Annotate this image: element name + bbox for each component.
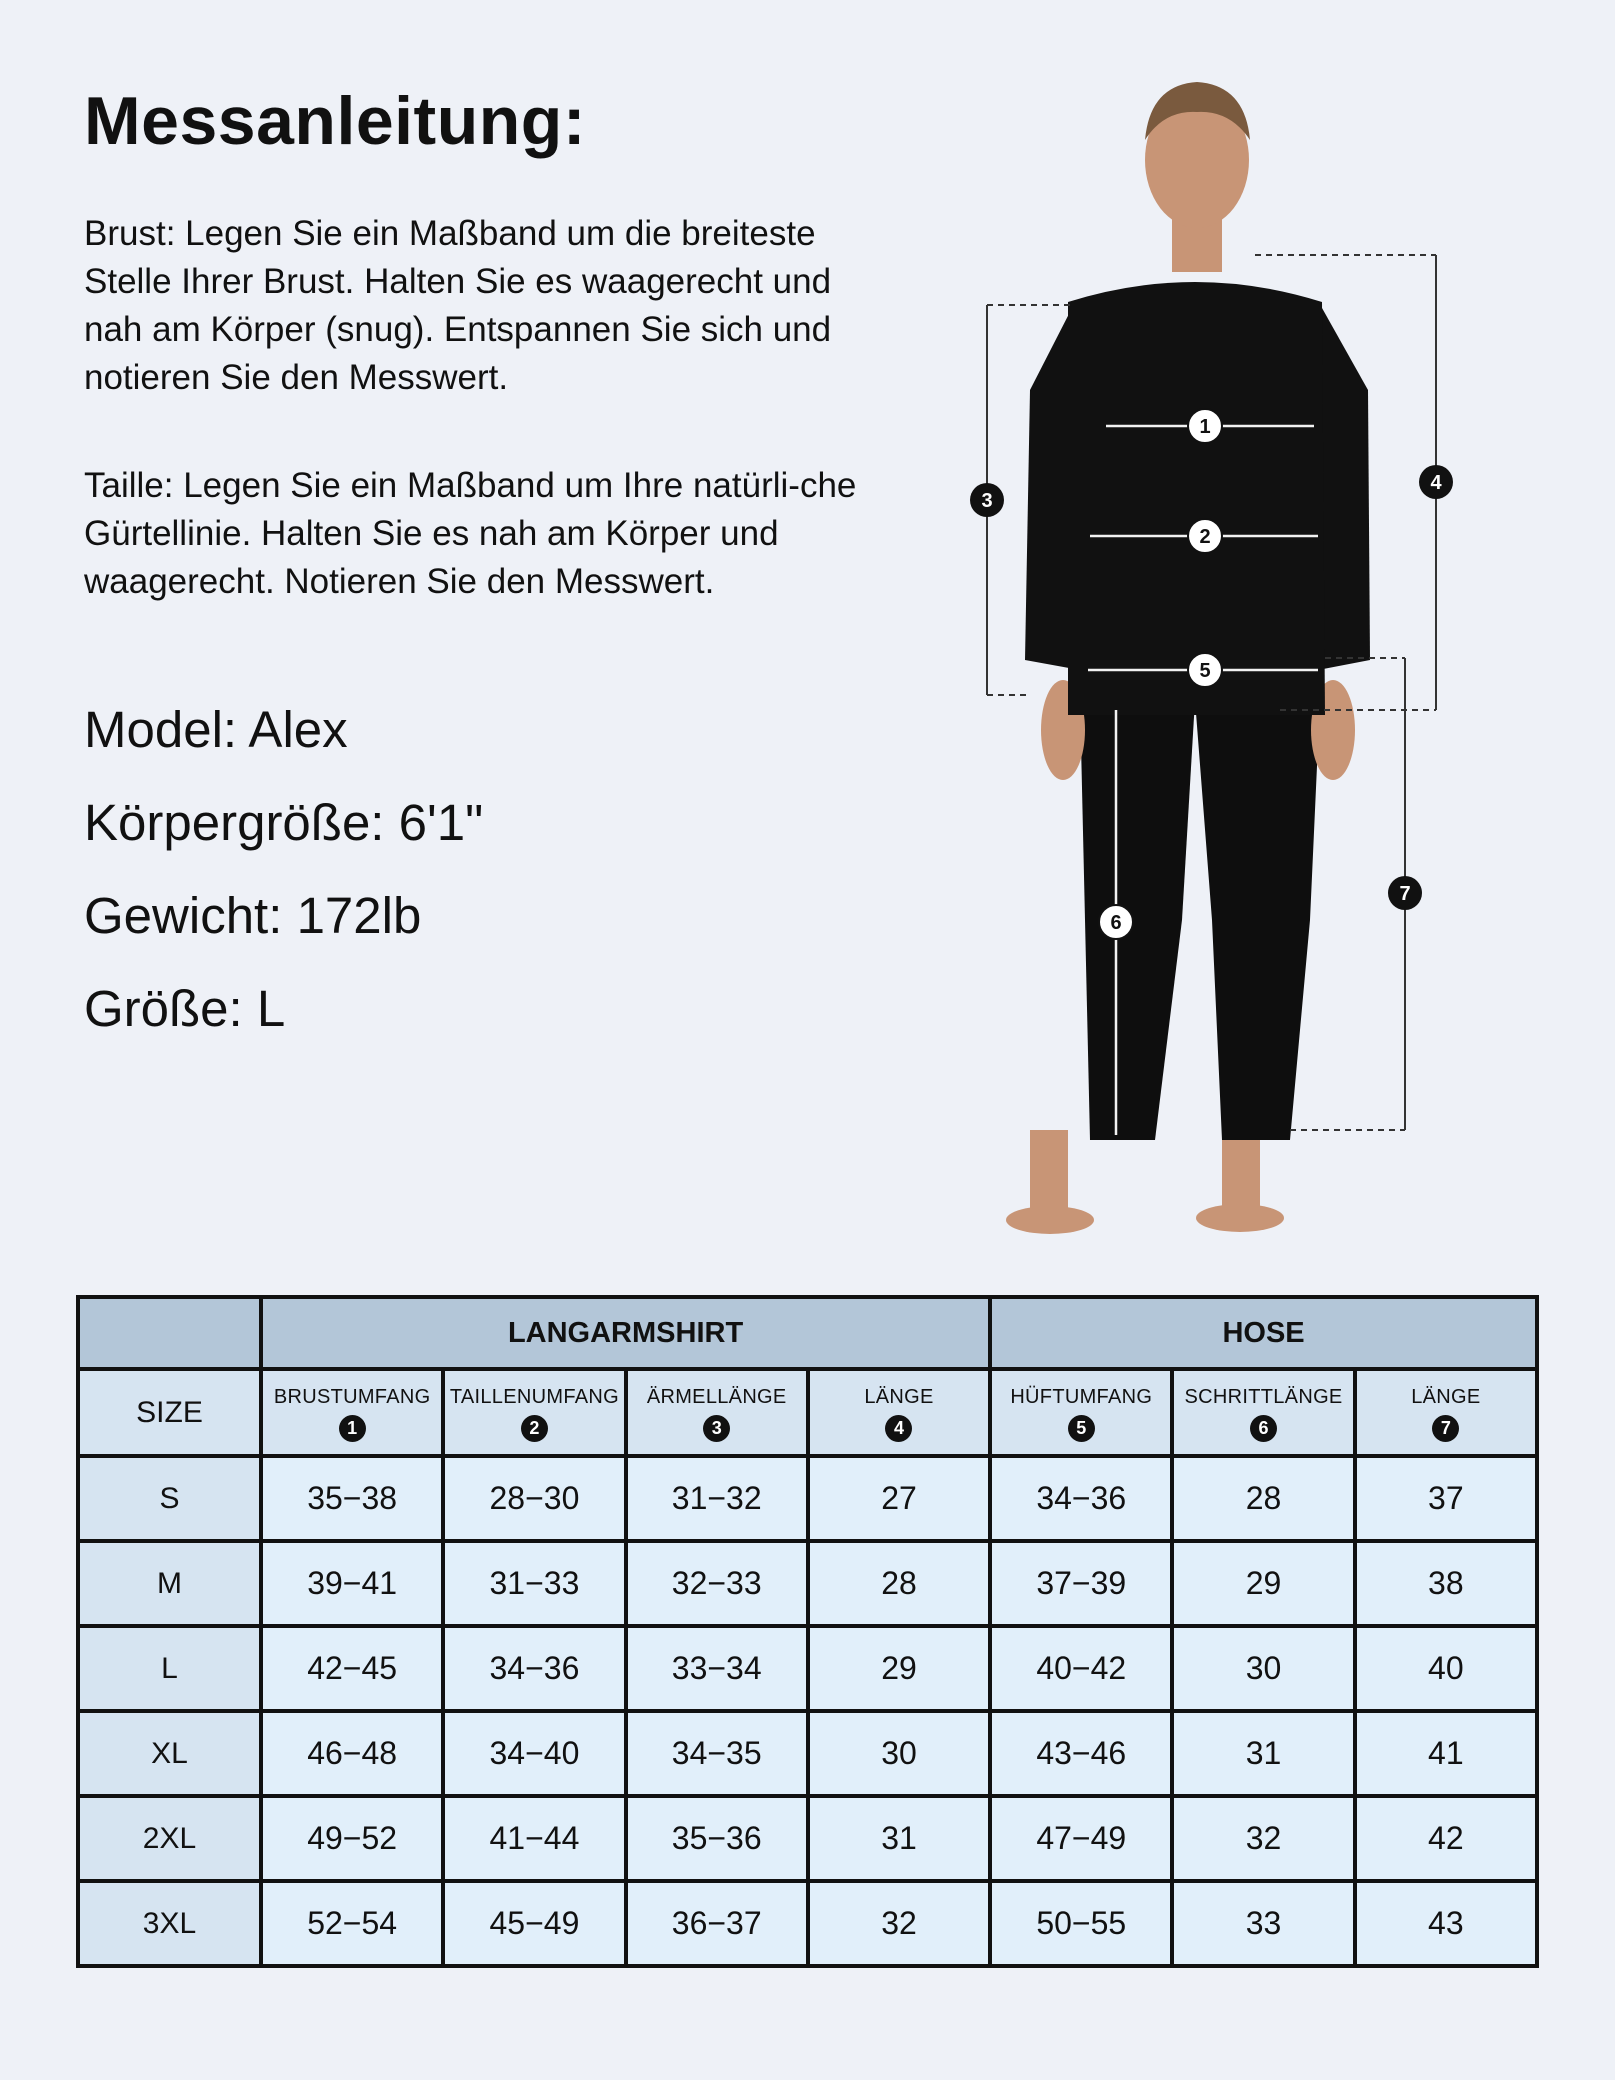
table-row — [78, 1796, 1537, 1881]
svg-text:6: 6 — [1110, 912, 1122, 934]
size-column-header: SIZE — [78, 1369, 261, 1456]
page-title: Messanleitung: — [84, 83, 586, 159]
column-name: LÄNGE — [1411, 1385, 1481, 1408]
size-cell: S — [78, 1456, 261, 1541]
column-name: SCHRITTLÄNGE — [1184, 1385, 1343, 1408]
table-cell: 33−34 — [626, 1626, 808, 1711]
table-row — [78, 1541, 1537, 1626]
size-cell: 2XL — [78, 1796, 261, 1881]
table-row — [78, 1711, 1537, 1796]
table-cell: 42−45 — [261, 1626, 443, 1711]
table-cell: 42 — [1355, 1796, 1537, 1881]
column-header — [443, 1369, 625, 1456]
svg-text:1: 1 — [1199, 416, 1211, 438]
table-cell: 43 — [1355, 1881, 1537, 1966]
column-header — [1172, 1369, 1354, 1456]
table-cell: 31−32 — [626, 1456, 808, 1541]
svg-text:3: 3 — [981, 490, 993, 512]
table-cell: 31 — [1172, 1711, 1354, 1796]
table-cell: 34−40 — [443, 1711, 625, 1796]
size-cell: M — [78, 1541, 261, 1626]
number-badge-icon: 7 — [1432, 1415, 1459, 1442]
table-cell: 45−49 — [443, 1881, 625, 1966]
table-cell: 41−44 — [443, 1796, 625, 1881]
group-header-shirt: LANGARMSHIRT — [261, 1297, 990, 1369]
column-header — [1355, 1369, 1537, 1456]
number-badge-icon: 6 — [1250, 1415, 1277, 1442]
table-cell: 35−36 — [626, 1796, 808, 1881]
chest-instructions: Brust: Legen Sie ein Maßband um die breiteste Stelle Ihrer Brust. Halten Sie es waagerecht und nah am Körper (snug). Entspannen Sie sich und notieren Sie den Messwert. — [84, 214, 832, 397]
marker-7 — [1388, 876, 1422, 910]
size-cell: 3XL — [78, 1881, 261, 1966]
table-row — [78, 1626, 1537, 1711]
table-column-header-row — [78, 1369, 1537, 1456]
column-header — [990, 1369, 1172, 1456]
table-cell: 38 — [1355, 1541, 1537, 1626]
table-cell: 39−41 — [261, 1541, 443, 1626]
table-cell: 30 — [1172, 1626, 1354, 1711]
table-cell: 34−36 — [990, 1456, 1172, 1541]
table-cell: 28 — [808, 1541, 990, 1626]
table-cell: 40 — [1355, 1626, 1537, 1711]
model-height: Körpergröße: 6'1" — [84, 794, 484, 851]
column-name: ÄRMELLÄNGE — [646, 1385, 787, 1408]
table-cell: 47−49 — [990, 1796, 1172, 1881]
column-header — [261, 1369, 443, 1456]
table-cell: 33 — [1172, 1881, 1354, 1966]
table-cell: 40−42 — [990, 1626, 1172, 1711]
number-badge-icon: 5 — [1068, 1415, 1095, 1442]
column-name: HÜFTUMFANG — [1010, 1385, 1153, 1408]
number-badge-icon: 1 — [339, 1415, 366, 1442]
table-row — [78, 1456, 1537, 1541]
marker-5 — [1188, 653, 1222, 687]
model-figure — [950, 40, 1470, 1240]
column-header — [808, 1369, 990, 1456]
number-badge-icon: 2 — [521, 1415, 548, 1442]
table-cell: 41 — [1355, 1711, 1537, 1796]
table-corner-cell — [78, 1297, 261, 1369]
table-group-header-row — [78, 1297, 1537, 1369]
number-badge-icon: 3 — [703, 1415, 730, 1442]
table-cell: 30 — [808, 1711, 990, 1796]
marker-3 — [970, 483, 1004, 517]
group-header-pants: HOSE — [990, 1297, 1537, 1369]
table-cell: 49−52 — [261, 1796, 443, 1881]
column-name: BRUSTUMFANG — [273, 1385, 431, 1408]
table-cell: 35−38 — [261, 1456, 443, 1541]
marker-2 — [1188, 519, 1222, 553]
table-cell: 37−39 — [990, 1541, 1172, 1626]
table-cell: 34−36 — [443, 1626, 625, 1711]
table-cell: 32 — [808, 1881, 990, 1966]
table-cell: 31 — [808, 1796, 990, 1881]
marker-6 — [1099, 905, 1133, 939]
column-name: LÄNGE — [864, 1385, 934, 1408]
column-name: TAILLENUMFANG — [449, 1385, 619, 1408]
column-header — [626, 1369, 808, 1456]
size-chart-table — [76, 1295, 1539, 1968]
marker-1 — [1188, 409, 1222, 443]
number-badge-icon: 4 — [885, 1415, 912, 1442]
svg-text:4: 4 — [1430, 472, 1442, 494]
table-cell: 28 — [1172, 1456, 1354, 1541]
table-cell: 31−33 — [443, 1541, 625, 1626]
table-cell: 27 — [808, 1456, 990, 1541]
table-cell: 43−46 — [990, 1711, 1172, 1796]
svg-text:2: 2 — [1199, 526, 1211, 548]
table-cell: 29 — [808, 1626, 990, 1711]
svg-text:7: 7 — [1399, 883, 1411, 905]
table-cell: 36−37 — [626, 1881, 808, 1966]
marker-4 — [1419, 465, 1453, 499]
table-row — [78, 1881, 1537, 1966]
model-size: Größe: L — [84, 980, 286, 1037]
table-cell: 52−54 — [261, 1881, 443, 1966]
table-cell: 29 — [1172, 1541, 1354, 1626]
table-cell: 28−30 — [443, 1456, 625, 1541]
table-cell: 50−55 — [990, 1881, 1172, 1966]
waist-instructions: Taille: Legen Sie ein Maßband um Ihre natürli-che Gürtellinie. Halten Sie es nah am Körper und waagerecht. Notieren Sie den Messwert. — [84, 466, 857, 601]
model-weight: Gewicht: 172lb — [84, 887, 422, 944]
table-cell: 46−48 — [261, 1711, 443, 1796]
table-cell: 32 — [1172, 1796, 1354, 1881]
table-cell: 37 — [1355, 1456, 1537, 1541]
size-cell: L — [78, 1626, 261, 1711]
table-cell: 32−33 — [626, 1541, 808, 1626]
size-cell: XL — [78, 1711, 261, 1796]
table-cell: 34−35 — [626, 1711, 808, 1796]
svg-text:5: 5 — [1199, 660, 1211, 682]
model-name: Model: Alex — [84, 701, 348, 758]
